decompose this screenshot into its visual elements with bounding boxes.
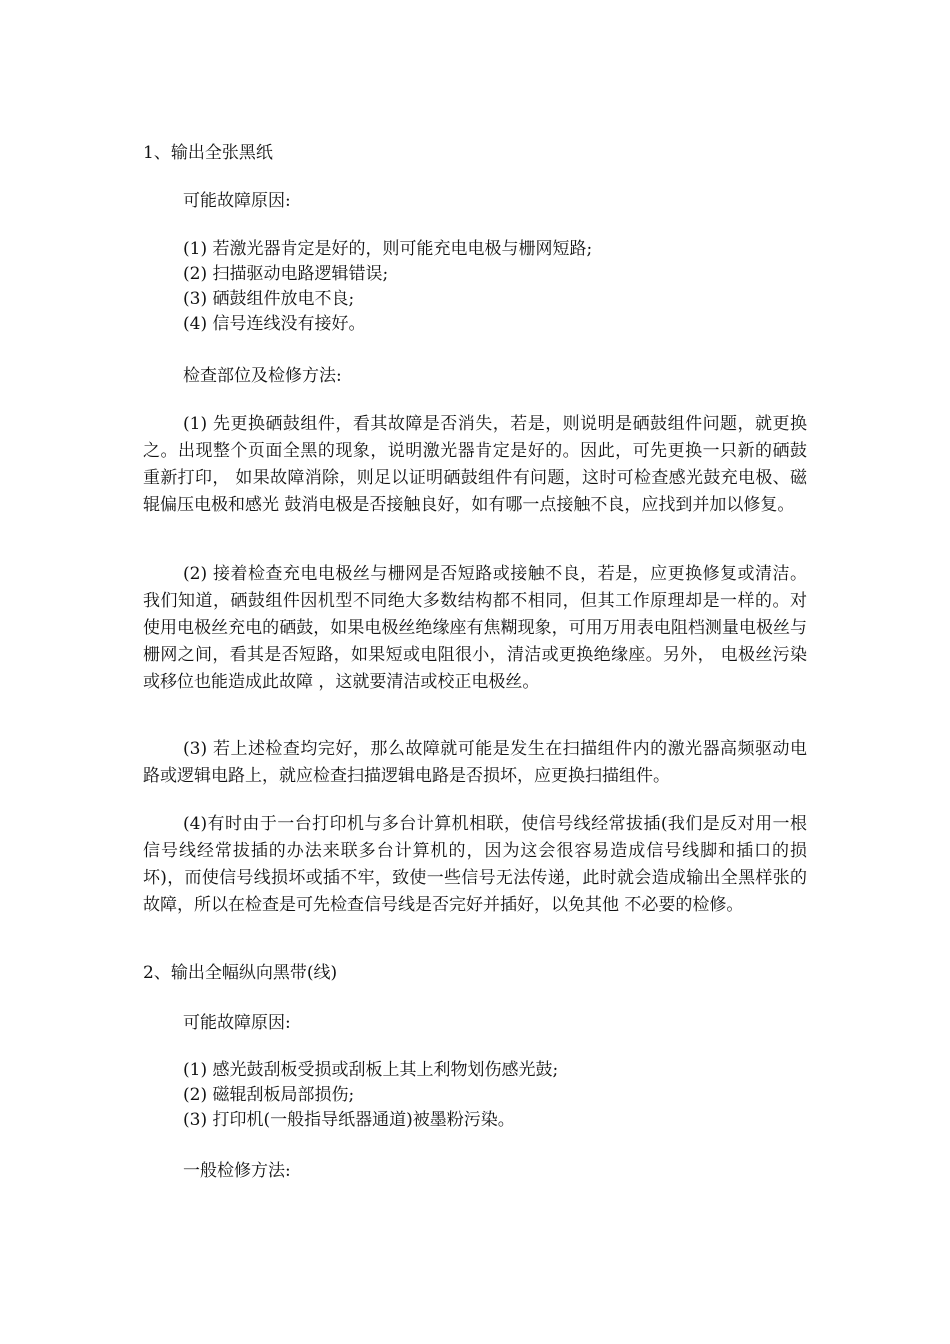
section-2-methods-label: 一般检修方法:: [183, 1161, 291, 1181]
section-1-method-paragraph-1: (1) 先更换硒鼓组件，看其故障是否消失，若是，则说明是硒鼓组件问题，就更换之。出现整个页面全黑的现象，说明激光器肯定是好的。因此，可先更换一只新的硒鼓 重新打印， 如果故障消除，则足以证明硒鼓组件有问题，这时可检查感光鼓充电极、磁辊偏压电极和感光 鼓消电极是否接触良好，如有哪一点接触不良，应找到并加以修复。: [143, 414, 807, 515]
section-2-cause-1: (1) 感光鼓刮板受损或刮板上其上利物划伤感光鼓;: [183, 1060, 559, 1080]
section-1-method-paragraph-3: (3) 若上述检查均完好，那么故障就可能是发生在扫描组件内的激光器高频驱动电路或逻辑电路上，就应检查扫描逻辑电路是否损坏，应更换扫描组件。: [143, 739, 807, 786]
section-1-cause-1: (1) 若激光器肯定是好的，则可能充电电极与栅网短路;: [183, 239, 593, 259]
section-1-method-paragraph-4: (4)有时由于一台打印机与多台计算机相联，使信号线经常拔插(我们是反对用一根信号线经常拔插的办法来联多台计算机的，因为这会很容易造成信号线脚和插口的损坏)，而使信号线损坏或插不牢，致使一些信号无法传递，此时就会造成输出全黑样张的故障，所以在检查是可先检查信号线是否完好并插好，以免其他 不必要的检修。: [143, 814, 807, 915]
section-2-cause-2: (2) 磁辊刮板局部损伤;: [183, 1085, 355, 1105]
section-1-heading: 1、输出全张黑纸: [143, 143, 273, 163]
section-1-causes-label: 可能故障原因:: [183, 191, 291, 211]
section-2-causes-label: 可能故障原因:: [183, 1013, 291, 1033]
section-1-method-paragraph-2: (2) 接着检查充电电极丝与栅网是否短路或接触不良，若是，应更换修复或清洁。我们知道，硒鼓组件因机型不同绝大多数结构都不相同，但其工作原理却是一样的。对 使用电极丝充电的硒鼓，如果电极丝绝缘座有焦糊现象，可用万用表电阻档测量电极丝与栅网之间，看其是否短路，如果短或电阻很小，清洁或更换绝缘座。另外， 电极丝污染或移位也能造成此故障 ，这就要清洁或校正电极丝。: [143, 564, 807, 692]
section-2-cause-3: (3) 打印机(一般指导纸器通道)被墨粉污染。: [183, 1110, 515, 1130]
section-1-methods-label: 检查部位及检修方法:: [183, 366, 342, 386]
section-1-cause-2: (2) 扫描驱动电路逻辑错误;: [183, 264, 389, 284]
section-2-heading: 2、输出全幅纵向黑带(线): [143, 963, 338, 983]
section-1-cause-3: (3) 硒鼓组件放电不良;: [183, 289, 355, 309]
section-1-cause-4: (4) 信号连线没有接好。: [183, 314, 366, 334]
